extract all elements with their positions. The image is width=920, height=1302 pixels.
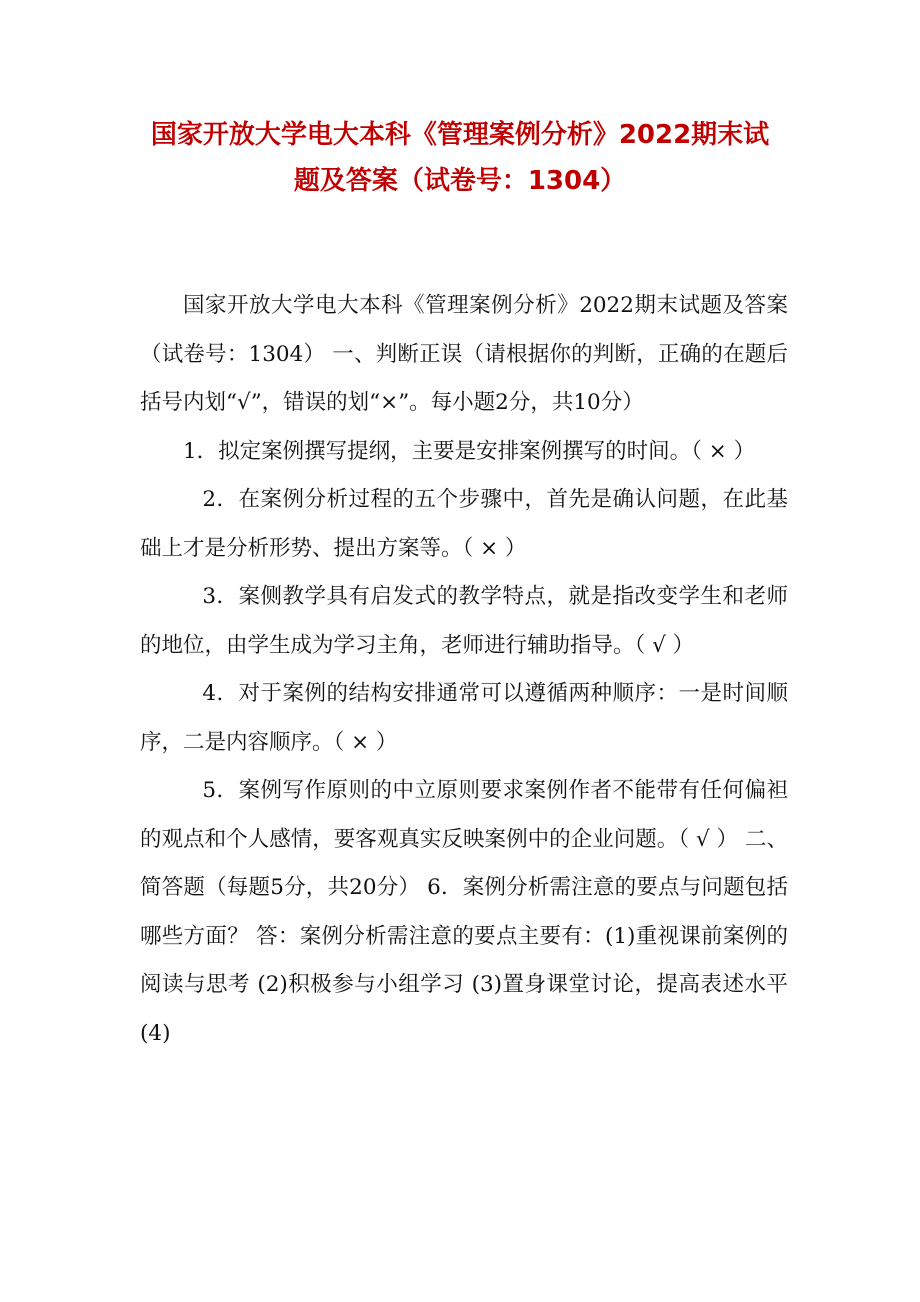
question-3: 3．案侧教学具有启发式的教学特点，就是指改变学生和老师的地位，由学生成为学习主角，老师进行辅助指导。（ √ ） [140, 584, 788, 658]
question-1: 1．拟定案例撰写提纲，主要是安排案例撰写的时间。（ × ） [183, 438, 756, 464]
title-line-2: 题及答案（试卷号：1304） [293, 166, 627, 196]
title-line-1: 国家开放大学电大本科《管理案例分析》2022期末试 [150, 120, 770, 150]
question-2: 2．在案例分析过程的五个步骤中，首先是确认问题，在此基础上才是分析形势、提出方案等。（ × ） [140, 487, 788, 561]
document-body [140, 282, 788, 1058]
intro-paragraph: 国家开放大学电大本科《管理案例分析》2022期末试题及答案（试卷号：1304） 一、判断正误（请根据你的判断，正确的在题后括号内划“√”，错误的划“×”。每小题2分，共10分） [140, 293, 788, 415]
question-5-and-section-2: 5．案例写作原则的中立原则要求案例作者不能带有任何偏袒的观点和个人感情，要客观真实反映案例中的企业问题。（ √ ） 二、简答题（每题5分，共20分） 6．案例分析需注意的要点与问题包括哪些方面？ 答：案例分析需注意的要点主要有：(1)重视课前案例的阅读与思考 (2)积极参与小组学习 (3)置身课堂讨论，提高表述水平 (4) [140, 778, 788, 1046]
question-4: 4．对于案例的结构安排通常可以遵循两种顺序：一是时间顺序，二是内容顺序。（ × ） [140, 681, 788, 755]
document-title [120, 112, 800, 204]
